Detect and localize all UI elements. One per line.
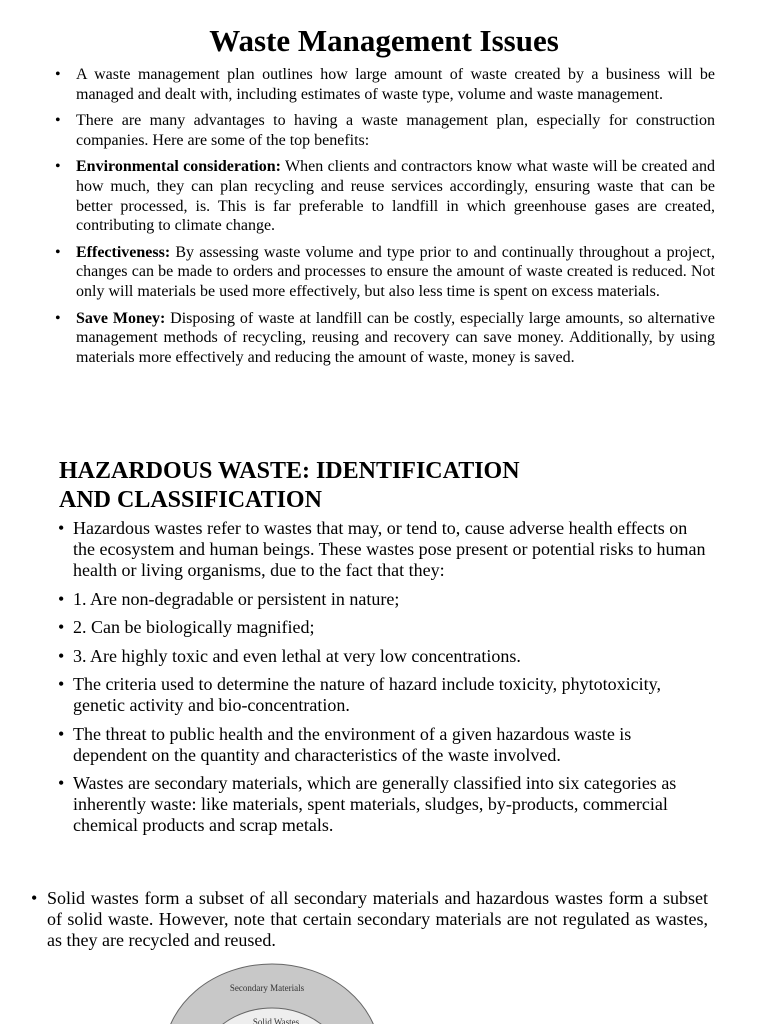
list-item-text: Wastes are secondary materials, which are generally classified into six categories as inherently waste: like materials, spent materials, sludges, by-products, commercial chemical products and scrap metals. xyxy=(73,773,677,835)
bullet-icon: • xyxy=(55,112,61,130)
bullet-icon: • xyxy=(55,66,61,83)
bullet-icon: • xyxy=(31,888,38,908)
secondary-materials-label: Secondary Materials xyxy=(229,983,305,993)
list-item-text: 1. Are non-degradable or persistent in nature; xyxy=(73,588,400,609)
list-item-text: Hazardous wastes refer to wastes that may, or tend to, cause adverse health effects on the ecosystem and human beings. These wastes pose present or potential risks to human health or living organisms, due to the fact that they: xyxy=(73,518,706,580)
bullet-icon: • xyxy=(58,723,65,744)
list-item-text: The criteria used to determine the nature of hazard include toxicity, phytotoxicity, genetic activity and bio-concentration. xyxy=(73,674,661,715)
bullet-icon: • xyxy=(58,645,65,666)
bullet-icon: • xyxy=(58,674,65,694)
bullet-icon: • xyxy=(55,309,61,327)
list-item-bold-label: Environmental consideration: xyxy=(76,158,281,176)
bullet-icon: • xyxy=(58,518,65,538)
solid-wastes-label: Solid Wastes xyxy=(252,1017,300,1024)
list-item-text: A waste management plan outlines how large amount of waste created by a business will be managed and dealt with, including estimates of waste type, volume and waste management. xyxy=(76,66,715,103)
bullet-icon: • xyxy=(55,158,61,176)
list-item-bold-label: Effectiveness: xyxy=(76,243,171,261)
page-title: Waste Management Issues xyxy=(209,23,559,58)
list-item-text: 3. Are highly toxic and even lethal at very low concentrations. xyxy=(73,645,521,666)
list-item-text: Disposing of waste at landfill can be costly, especially large amounts, so alternative management methods of recycling, reusing and recovery can save money. Additionally, by using materials more effectively and reducing the amount of waste, money is saved. xyxy=(76,309,715,366)
bullet-icon: • xyxy=(55,243,61,261)
list-item-text: The threat to public health and the environment of a given hazardous waste is dependent on the quantity and characteristics of the waste involved. xyxy=(73,723,632,765)
section-heading-line: AND CLASSIFICATION xyxy=(59,487,322,513)
list-item-text: By assessing waste volume and type prior to and continually throughout a project, changes can be made to orders and processes to ensure the amount of waste created is reduced. Not only will materials be used more effectively, but also less time is spent on excess materials. xyxy=(76,243,715,300)
list-item-text: Solid wastes form a subset of all secondary materials and hazardous wastes form a subset of solid waste. However, note that certain secondary materials are not regulated as wastes, as they are recycled and reused. xyxy=(47,888,708,950)
list-item-text: When clients and contractors know what waste will be created and how much, they can plan recycling and reuse services accordingly, ensuring waste that can be better processed, is. This is far preferable to landfill in which greenhouse gases are created, contributing to climate change. xyxy=(76,158,715,235)
bullet-icon: • xyxy=(58,588,65,609)
bullet-icon: • xyxy=(58,617,65,637)
list-item-text: There are many advantages to having a waste management plan, especially for construction companies. Here are some of the top benefits: xyxy=(76,112,715,149)
list-item-text: 2. Can be biologically magnified; xyxy=(73,617,315,637)
bullet-icon: • xyxy=(58,773,65,793)
list-item-bold-label: Save Money: xyxy=(76,309,166,327)
section-heading-line: HAZARDOUS WASTE: IDENTIFICATION xyxy=(59,458,520,484)
